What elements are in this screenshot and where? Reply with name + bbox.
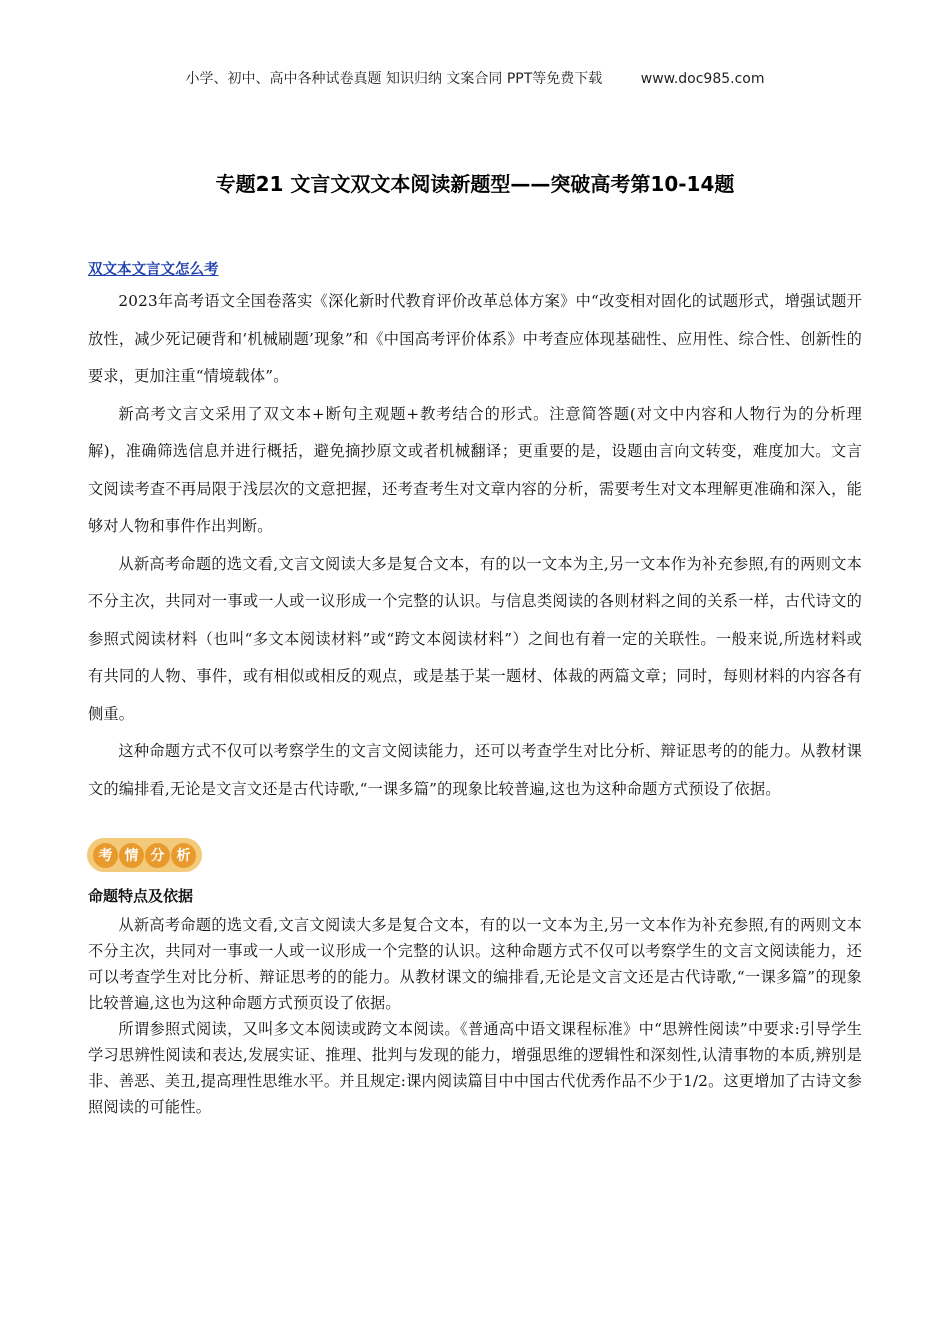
analysis-section: [88, 884, 862, 1120]
analysis-paragraph: 从新高考命题的选文看,文言文阅读大多是复合文本，有的以一文本为主,另一文本作为补充参照,有的两则文本不分主次，共同对一事或一人或一议形成一个完整的认识。这种命题方式不仅可以考察学生的文言文阅读能力，还可以考查学生对比分析、辩证思考的的能力。从教材课文的编排看,无论是文言文还是古代诗歌,“一课多篇”的现象比较普遍,这也为这种命题方式预页设了依据。: [88, 916, 862, 1012]
section-heading: 命题特点及依据: [88, 887, 194, 905]
analysis-badge: [87, 838, 202, 872]
badge-char: 考: [93, 843, 118, 868]
intro-paragraph: 这种命题方式不仅可以考察学生的文言文阅读能力，还可以考查学生对比分析、辩证思考的的能力。从教材课文的编排看,无论是文言文还是古代诗歌,“一课多篇”的现象比较普遍,这也为这种命题方式预设了依据。: [88, 742, 862, 798]
page-header: [0, 68, 950, 88]
intro-paragraph: 2023年高考语文全国卷落实《深化新时代教育评价改革总体方案》中“改变相对固化的试题形式，增强试题开放性，减少死记硬背和‘机械刷题’现象”和《中国高考评价体系》中考查应体现基础性、应用性、综合性、创新性的要求，更加注重“情境载体”。: [88, 292, 862, 385]
intro-section: [88, 258, 862, 808]
intro-paragraph: 新高考文言文采用了双文本+断句主观题+教考结合的形式。注意简答题(对文中内容和人物行为的分析理解)，准确筛选信息并进行概括，避免摘抄原文或者机械翻译；更重要的是，设题由言向文转变，难度加大。文言文阅读考查不再局限于浅层次的文意把握，还考查考生对文章内容的分析，需要考生对文本理解更准确和深入，能够对人物和事件作出判断。: [88, 404, 862, 535]
header-url[interactable]: www.doc985.com: [640, 71, 765, 87]
header-text: 小学、初中、高中各种试卷真题 知识归纳 文案合同 PPT等免费下载: [185, 71, 603, 87]
badge-char: 分: [145, 843, 170, 868]
analysis-paragraph: 所谓参照式阅读，又叫多文本阅读或跨文本阅读。《普通高中语文课程标准》中“思辨性阅读”中要求:引导学生学习思辨性阅读和表达,发展实证、推理、批判与发现的能力，增强思维的逻辑性和深刻性,认清事物的本质,辨别是非、善恶、美丑,提高理性思维水平。并且规定:课内阅读篇目中中国古代优秀作品不少于1/2。这更增加了古诗文参照阅读的可能性。: [88, 1020, 862, 1116]
intro-paragraph: 从新高考命题的选文看,文言文阅读大多是复合文本，有的以一文本为主,另一文本作为补充参照,有的两则文本不分主次，共同对一事或一人或一议形成一个完整的认识。与信息类阅读的各则材料之间的关系一样，古代诗文的参照式阅读材料（也叫“多文本阅读材料”或“跨文本阅读材料”）之间也有着一定的关联性。一般来说,所选材料或有共同的人物、事件，或有相似或相反的观点，或是基于某一题材、体裁的两篇文章；同时，每则材料的内容各有侧重。: [88, 554, 862, 723]
section-link[interactable]: 双文本文言文怎么考: [88, 262, 219, 278]
page-title: 专题21 文言文双文本阅读新题型——突破高考第10-14题: [215, 172, 735, 196]
badge-char: 情: [119, 843, 144, 868]
badge-char: 析: [171, 843, 196, 868]
